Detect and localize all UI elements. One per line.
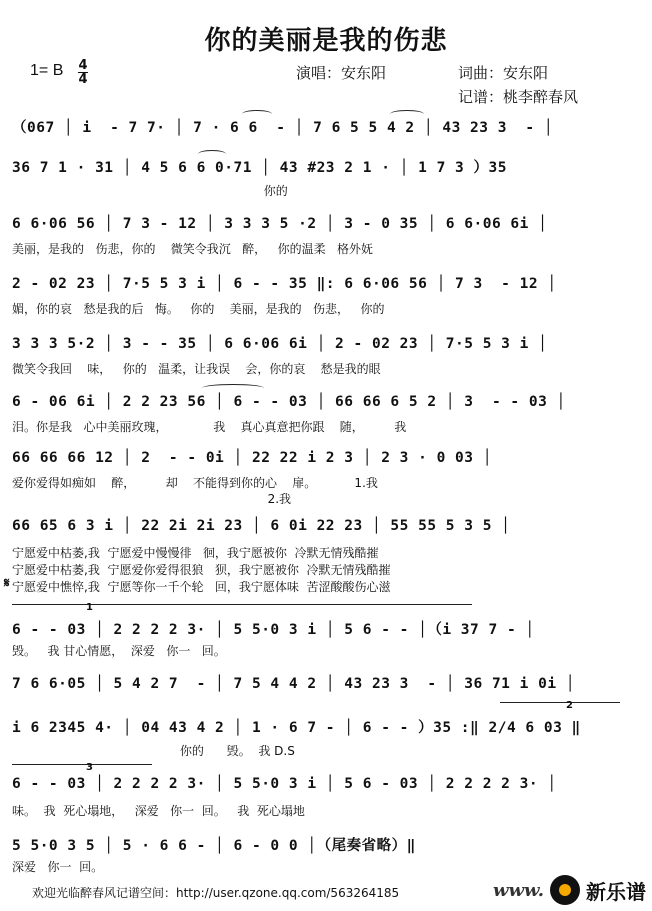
- watermark: [466, 873, 646, 907]
- lyric-line-8b: 宁愿爱中枯萎,我 宁愿爱你爱得很狼 狈，我宁愿被你 冷默无情残酷摧: [12, 563, 391, 577]
- slur-mark: [242, 110, 272, 118]
- lyric-line-2: 你的: [12, 184, 288, 198]
- notation-line-13: 5 5·0 3 5 │ 5 · 6 6 - │ 6 - 0 0 │（尾奏省略）‖: [12, 838, 416, 854]
- notation-line-4: 2 - 02 23 │ 7·5 5 3 i │ 6 - - 35 ‖: 6 6·06 56 │ 7 3 - 12 │: [12, 276, 557, 292]
- watermark-url: www.: [493, 879, 544, 901]
- lyric-line-7b: 2.我: [12, 492, 292, 506]
- volta-2-label: 2: [566, 700, 573, 711]
- lyric-line-5: 微笑令我回 味， 你的 温柔，让我误 会，你的哀 愁是我的眼: [12, 362, 381, 376]
- notation-line-3: 6 6·06 56 │ 7 3 - 12 │ 3 3 3 5 ·2 │ 3 - 0 35 │ 6 6·06 6i │: [12, 216, 548, 232]
- volta-3-bracket: [12, 764, 152, 765]
- page-title: 你的美丽是我的伤悲: [204, 26, 448, 56]
- notation-line-5: 3 3 3 5·2 │ 3 - - 35 │ 6 6·06 6i │ 2 - 02 23 │ 7·5 5 3 i │: [12, 336, 548, 352]
- time-signature: [78, 60, 88, 85]
- slur-mark: [202, 384, 264, 392]
- volta-3-label: 3: [86, 762, 93, 773]
- notation-line-10: 7 6 6·05 │ 5 4 2 7 - │ 7 5 4 4 2 │ 43 23 3 - │ 36 71 i 0i │: [12, 676, 576, 692]
- slur-mark: [198, 150, 226, 158]
- key-signature: 1= B: [30, 62, 64, 79]
- volta-1-label: 1: [86, 602, 93, 613]
- lyric-line-11: 你的 毁。 我 D.S: [12, 744, 295, 758]
- notation-line-7: 66 66 66 12 │ 2 - - 0i │ 22 22 i 2 3 │ 2 3 · 0 03 │: [12, 450, 492, 466]
- notation-line-11: i 6 2345 4· │ 04 43 4 2 │ 1 · 6 7 - │ 6 - - ）35 :‖ 2/4 6 03 ‖: [12, 720, 581, 736]
- transcriber-credit: 记谱：桃李醉春风: [458, 88, 579, 106]
- lyric-line-3: 美丽，是我的 伤悲，你的 微笑令我沉 醉， 你的温柔 格外妩: [12, 242, 374, 256]
- time-top: 4: [78, 58, 88, 73]
- singer-credit: 演唱：安东阳: [296, 64, 387, 82]
- notation-line-2: 36 7 1 · 31 │ 4 5 6 6 0·71 │ 43 #23 2 1 · │ 1 7 3 ）35: [12, 160, 507, 176]
- notation-line-1: （067 │ i - 7 7· │ 7 · 6 6 - │ 7 6 5 5 4 2 │ 43 23 3 - │: [12, 120, 554, 136]
- notation-line-6: 6 - 06 6i │ 2 2 23 56 │ 6 - - 03 │ 66 66 6 5 2 │ 3 - - 03 │: [12, 394, 566, 410]
- composer-credit: 词曲：安东阳: [458, 64, 549, 82]
- lyric-line-9: 毁。 我 甘心情愿， 深爱 你一 回。: [12, 644, 226, 658]
- notation-line-8: 66 65 6 3 i │ 22 2i 2i 23 │ 6 0i 22 23 │ 55 55 5 3 5 │: [12, 518, 511, 534]
- notation-line-12: 6 - - 03 │ 2 2 2 2 3· │ 5 5·0 3 i │ 5 6 - 03 │ 2 2 2 2 3· │: [12, 776, 557, 792]
- record-logo-icon: [550, 875, 580, 905]
- volta-2-bracket: [500, 702, 620, 703]
- lyric-line-6: 泪。你是我 心中美丽玫瑰， 我 真心真意把你跟 随， 我: [12, 420, 407, 434]
- segno-mark: 𝄋: [4, 576, 10, 591]
- lyric-line-8a: 宁愿爱中枯萎,我 宁愿爱中慢慢徘 徊，我宁愿被你 冷默无情残酷摧: [12, 546, 379, 560]
- volta-1-bracket: [12, 604, 472, 605]
- footer-text: 欢迎光临醉春风记谱空间：http://user.qzone.qq.com/563264185: [32, 886, 400, 900]
- time-bottom: 4: [78, 72, 88, 87]
- lyric-line-4: 媚，你的哀 愁是我的后 悔。 你的 美丽，是我的 伤悲， 你的: [12, 302, 385, 316]
- lyric-line-8c: 宁愿爱中憔悴,我 宁愿等你一千个轮 回，我宁愿体味 苦涩酸酸伤心滋: [12, 580, 391, 594]
- lyric-line-12: 味。 我 死心塌地， 深爱 你一 回。 我 死心塌地: [12, 804, 305, 818]
- lyric-line-13: 深爱 你一 回。: [12, 860, 104, 874]
- watermark-name: 新乐谱: [586, 879, 646, 904]
- notation-line-9: 6 - - 03 │ 2 2 2 2 3· │ 5 5·0 3 i │ 5 6 - - │（i 37 7 - │: [12, 622, 535, 638]
- lyric-line-7a: 爱你爱得如痴如 醉， 却 不能得到你的心 扉。 1.我: [12, 476, 378, 490]
- slur-mark: [390, 110, 424, 118]
